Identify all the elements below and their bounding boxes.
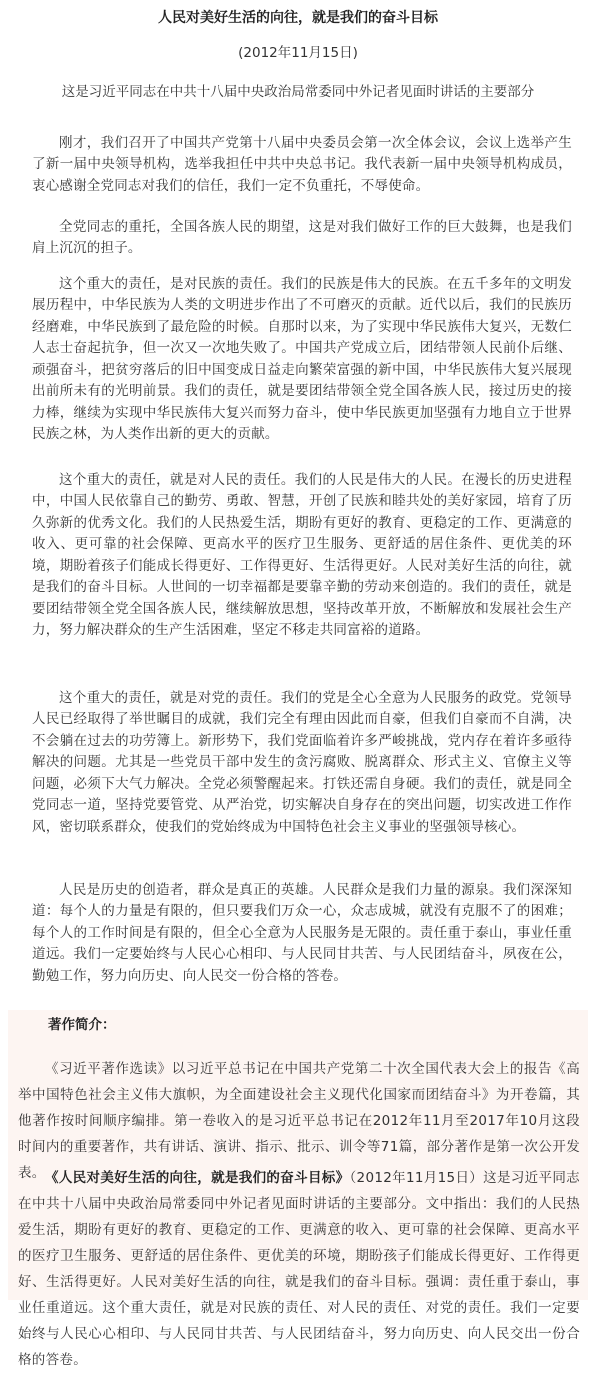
article-summary: 这是习近平同志在中共十八届中央政治局常委同中外记者见面时讲话的主要部分 bbox=[61, 84, 535, 100]
work-intro-paragraph bbox=[18, 1165, 580, 1368]
work-title: 《人民对美好生活的向往，就是我们的奋斗目标》 bbox=[45, 1169, 350, 1186]
article-paragraph: 人民是历史的创造者，群众是真正的英雄。人民群众是我们力量的源泉。我们深深知道：每个人的力量是有限的，但只要我们万众一心，众志成城，就没有克服不了的困难；每个人的工作时间是有限的，但全心全意为人民服务是无限的。责任重于泰山，事业任重道远。我们一定要始终与人民心心相印、与人民同甘共苦、与人民团结奋斗，夙夜在公，勤勉工作，努力向历史、向人民交一份合格的答卷。 bbox=[32, 881, 572, 984]
work-intro-paragraph: 《习近平著作选读》以习近平总书记在中国共产党第二十次全国代表大会上的报告《高举中国特色社会主义伟大旗帜，为全面建设社会主义现代化国家而团结奋斗》为开卷篇，其他著作按时间顺序编排。第一卷收入的是习近平总书记在2012年11月至2017年10月这段时间内的重要著作，共有讲话、演讲、指示、批示、训令等71篇，部分著作是第一次公开发表。 bbox=[18, 1060, 580, 1181]
article-date: (2012年11月15日) bbox=[238, 45, 358, 61]
article-paragraph: 这个重大的责任，就是对人民的责任。我们的人民是伟大的人民。在漫长的历史进程中，中国人民依靠自己的勤劳、勇敢、智慧，开创了民族和睦共处的美好家园，培育了历久弥新的优秀文化。我们的人民热爱生活，期盼有更好的教育、更稳定的工作、更满意的收入、更可靠的社会保障、更高水平的医疗卫生服务、更舒适的居住条件、更优美的环境，期盼着孩子们能成长得更好、工作得更好、生活得更好。人民对美好生活的向往，就是我们的奋斗目标。人世间的一切幸福都是要靠辛勤的劳动来创造的。我们的责任，就是要团结带领全党全国各族人民，继续解放思想，坚持改革开放，不断解放和发展社会生产力，努力解决群众的生产生活困难，坚定不移走共同富裕的道路。 bbox=[32, 471, 572, 638]
article-paragraph: 全党同志的重托，全国各族人民的期望，这是对我们做好工作的巨大鼓舞，也是我们肩上沉沉的担子。 bbox=[32, 218, 572, 256]
article-paragraph: 刚才，我们召开了中国共产党第十八届中央委员会第一次全体会议，会议上选举产生了新一届中央领导机构，选举我担任中共中央总书记。我代表新一届中央领导机构成员，衷心感谢全党同志对我们的信任，我们一定不负重托，不辱使命。 bbox=[32, 134, 572, 194]
article-paragraph: 这个重大的责任，是对民族的责任。我们的民族是伟大的民族。在五千多年的文明发展历程中，中华民族为人类的文明进步作出了不可磨灭的贡献。近代以后，我们的民族历经磨难，中华民族到了最危险的时候。自那时以来，为了实现中华民族伟大复兴，无数仁人志士奋起抗争，但一次又一次地失败了。中国共产党成立后，团结带领人民前仆后继、顽强奋斗，把贫穷落后的旧中国变成日益走向繁荣富强的新中国，中华民族伟大复兴展现出前所未有的光明前景。我们的责任，就是要团结带领全党全国各族人民，接过历史的接力棒，继续为实现中华民族伟大复兴而努力奋斗，使中华民族更加坚强有力地自立于世界民族之林，为人类作出新的更大的贡献。 bbox=[32, 275, 572, 442]
work-intro-heading: 著作简介： bbox=[48, 1017, 116, 1033]
article-title: 人民对美好生活的向往，就是我们的奋斗目标 bbox=[158, 10, 438, 26]
work-description: （2012年11月15日）这是习近平同志在中共十八届中央政治局常委同中外记者见面时讲话的主要部分。文中指出：我们的人民热爱生活，期盼有更好的教育、更稳定的工作、更满意的收入、更可靠的社会保障、更高水平的医疗卫生服务、更舒适的居住条件、更优美的环境，期盼孩子们能成长得更好、工作得更好、生活得更好。人民对美好生活的向往，就是我们的奋斗目标。强调：责任重于泰山，事业任重道远。这个重大责任，就是对民族的责任、对人民的责任、对党的责任。我们一定要始终与人民心心相印、与人民同甘共苦、与人民团结奋斗，努力向历史、向人民交出一份合格的答卷。 bbox=[18, 1169, 580, 1368]
article-paragraph: 这个重大的责任，就是对党的责任。我们的党是全心全意为人民服务的政党。党领导人民已经取得了举世瞩目的成就，我们完全有理由因此而自豪，但我们自豪而不自满，决不会躺在过去的功劳簿上。新形势下，我们党面临着许多严峻挑战，党内存在着许多亟待解决的问题。尤其是一些党员干部中发生的贪污腐败、脱离群众、形式主义、官僚主义等问题，必须下大气力解决。全党必须警醒起来。打铁还需自身硬。我们的责任，就是同全党同志一道，坚持党要管党、从严治党，切实解决自身存在的突出问题，切实改进工作作风，密切联系群众，使我们的党始终成为中国特色社会主义事业的坚强领导核心。 bbox=[32, 689, 572, 835]
